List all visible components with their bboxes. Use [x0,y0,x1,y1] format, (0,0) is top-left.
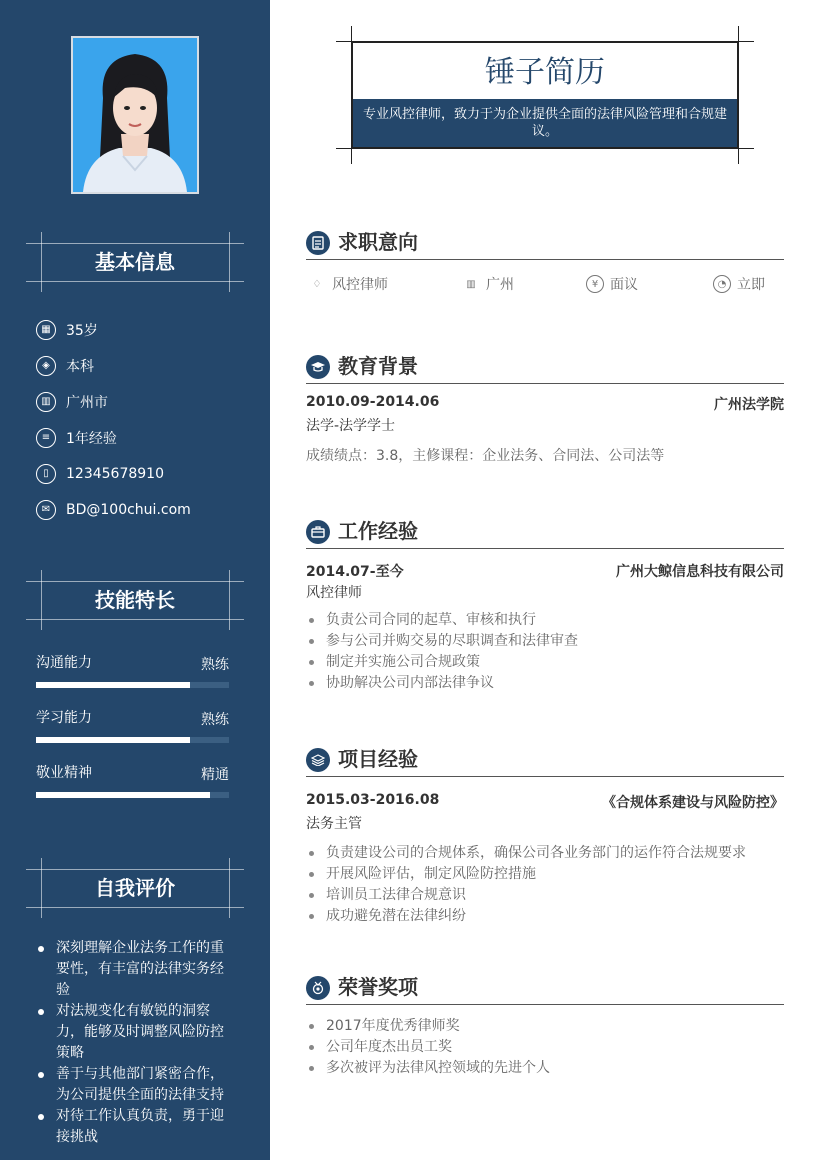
skill-item: 敬业精神 精通 [36,758,229,813]
skills-heading [36,576,234,624]
section-header [306,973,784,1005]
info-age: ▦ 35岁 [36,312,191,348]
list-item: 负责建设公司的合规体系，确保公司各业务部门的运作符合法规要求 [306,843,784,864]
info-email: ✉ BD@100chui.com [36,492,191,528]
info-experience: ≡ 1年经验 [36,420,191,456]
job-intent-section [306,228,784,310]
list-item: 对法规变化有敏锐的洞察力，能够及时调整风险防控策略 [36,1001,236,1064]
graduation-cap-icon: ◈ [36,356,56,376]
intent-availability: ◔ 立即 [713,274,765,294]
section-title: 求职意向 [338,230,418,254]
list-item: 公司年度杰出员工奖 [306,1037,784,1058]
layers-icon [306,748,330,772]
intent-row [306,260,784,310]
education-section [306,352,784,465]
section-title: 工作经验 [338,519,418,543]
work-date: 2014.07-至今 [306,564,404,580]
project-duties [306,843,784,927]
section-title: 项目经验 [338,747,418,771]
intent-salary: ¥ 面议 [586,274,638,294]
skill-item: 沟通能力 熟练 [36,648,229,703]
phone-icon: ▯ [36,464,56,484]
skill-item: 学习能力 熟练 [36,703,229,758]
project-section [306,745,784,927]
profile-photo [71,36,199,194]
intent-position: ♢ 风控律师 [308,274,388,294]
intent-city: ▥ 广州 [462,274,514,294]
education-description: 成绩绩点：3.8，主修课程：企业法务、合同法、公司法等 [306,448,665,464]
info-education: ◈ 本科 [36,348,191,384]
basic-info-heading [36,238,234,286]
list-item: 参与公司并购交易的尽职调查和法律审查 [306,631,784,652]
sidebar [0,0,270,1160]
project-role: 法务主管 [306,816,362,832]
honors-section [306,973,784,1079]
yen-icon: ¥ [586,275,604,293]
self-eval-heading [36,864,234,912]
list-item: 负责公司合同的起草、审核和执行 [306,610,784,631]
list-item: 2017年度优秀律师奖 [306,1016,784,1037]
list-item: 深刻理解企业法务工作的重要性，有丰富的法律实务经验 [36,938,236,1001]
list-item: 善于与其他部门紧密合作，为公司提供全面的法律支持 [36,1064,236,1106]
building-icon: ▥ [466,278,476,290]
work-section [306,517,784,694]
self-eval-title: 自我评价 [95,876,175,900]
email-icon: ✉ [36,500,56,520]
education-major: 法学-法学学士 [306,418,396,434]
document-icon: ≡ [36,428,56,448]
list-item: 制定并实施公司合规政策 [306,652,784,673]
skill-bar [36,682,229,688]
skill-bar [36,792,229,798]
section-header [306,745,784,777]
list-item: 对待工作认真负责，勇于迎接挑战 [36,1106,236,1148]
basic-info-list [36,312,191,528]
list-item: 协助解决公司内部法律争议 [306,673,784,694]
page-title: 锤子简历 [485,55,605,90]
briefcase-icon [306,520,330,544]
education-school: 广州法学院 [714,397,784,413]
section-header [306,228,784,260]
work-company: 广州大鲸信息科技有限公司 [616,564,784,580]
skill-bar [36,737,229,743]
basic-info-title: 基本信息 [95,250,175,274]
header-frame [352,42,738,148]
work-duties [306,610,784,694]
list-item: 多次被评为法律风控领域的先进个人 [306,1058,784,1079]
info-phone: ▯ 12345678910 [36,456,191,492]
tie-icon: ♢ [312,278,322,290]
skills-title: 技能特长 [95,588,175,612]
self-eval-list [36,938,236,1148]
project-name: 《合规体系建设与风险防控》 [602,795,784,811]
project-date: 2015.03-2016.08 [306,792,440,808]
section-title: 教育背景 [338,354,418,378]
calendar-icon: ▦ [36,320,56,340]
building-icon: ▥ [36,392,56,412]
graduation-cap-icon [306,355,330,379]
clock-icon: ◔ [713,275,731,293]
list-item: 开展风险评估，制定风险防控措施 [306,864,784,885]
honors-list [306,1016,784,1079]
list-item: 成功避免潜在法律纠纷 [306,906,784,927]
education-date: 2010.09-2014.06 [306,394,440,410]
medal-icon [306,976,330,1000]
page-subtitle: 专业风控律师，致力于为企业提供全面的法律风险管理和合规建议。 [353,99,737,147]
clipboard-icon [306,231,330,255]
info-city: ▥ 广州市 [36,384,191,420]
resume-header [336,26,754,164]
section-header [306,517,784,549]
work-role: 风控律师 [306,585,362,601]
skills-list [36,648,229,813]
section-header [306,352,784,384]
section-title: 荣誉奖项 [338,975,418,999]
list-item: 培训员工法律合规意识 [306,885,784,906]
